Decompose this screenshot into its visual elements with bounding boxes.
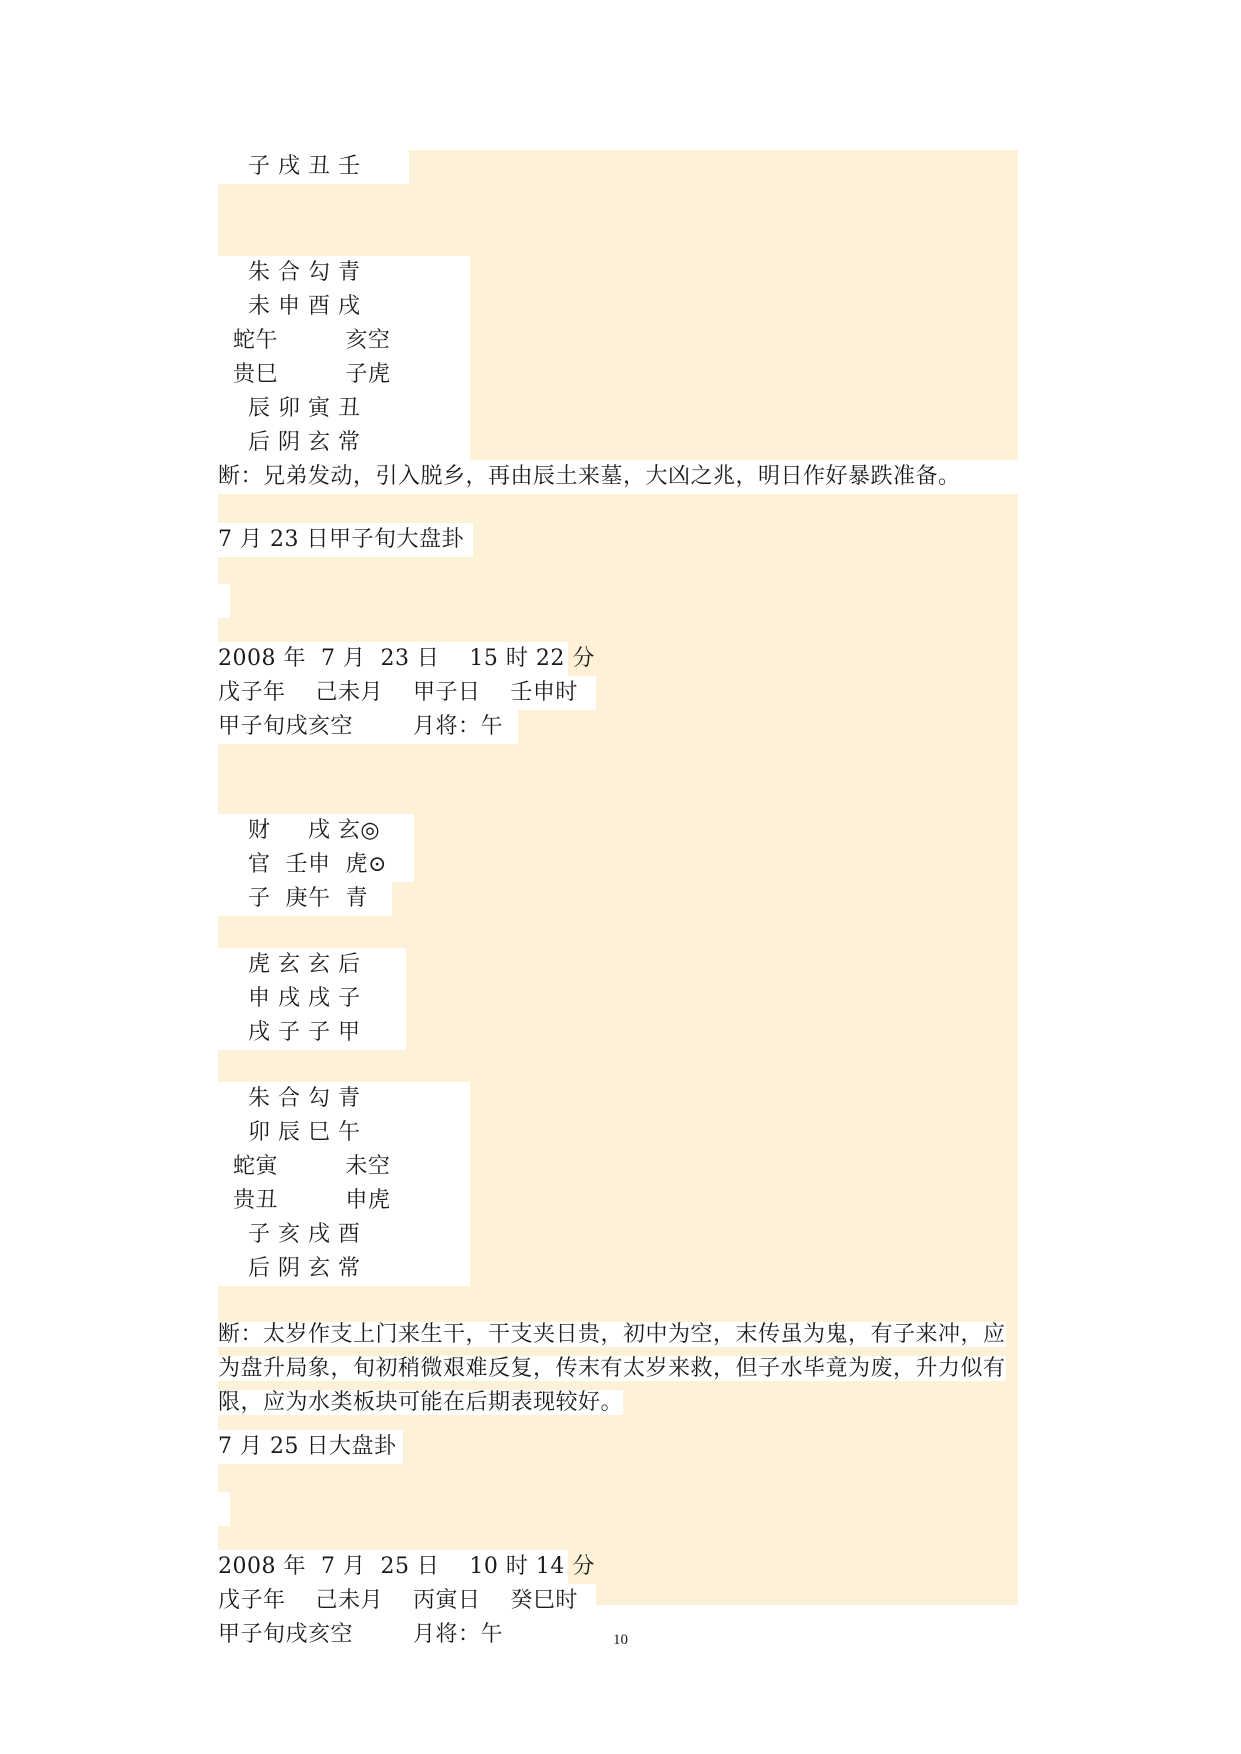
image-placeholder	[218, 584, 230, 618]
text-line: 2008 年 7 月 25 日 10 时 14 分	[218, 1550, 568, 1584]
text-line: 戊子年 己未月 甲子日 壬申时	[218, 676, 596, 710]
text-line: 甲子旬戌亥空 月将：午	[218, 710, 518, 744]
section-heading: 7 月 25 日大盘卦	[218, 1430, 403, 1464]
text-line: 卯 辰 巳 午	[218, 1116, 470, 1150]
text-line: 贵丑 申虎	[218, 1184, 470, 1218]
text-line: 未 申 酉 戌	[218, 290, 470, 324]
text-line: 戊子年 己未月 丙寅日 癸巳时	[218, 1584, 596, 1618]
text-line: 官 壬申 虎⊙	[218, 848, 414, 882]
text-line: 朱 合 勾 青	[218, 1082, 470, 1116]
text-line: 贵巳 子虎	[218, 358, 470, 392]
judgement-paragraph: 断：太岁作支上门来生干，干支夹日贵，初中为空，末传虽为鬼，有子来冲，应为盘升局象，旬初稍微艰难反复，传末有太岁来救，但子水毕竟为废，升力似有限，应为水类板块可能在后期表现较好。	[218, 1322, 1006, 1415]
text-line: 朱 合 勾 青	[218, 256, 470, 290]
text-line: 戌 子 子 甲	[218, 1016, 406, 1050]
text-line: 后 阴 玄 常	[218, 1252, 470, 1286]
text-line: 申 戌 戌 子	[218, 982, 406, 1016]
text-line: 子 庚午 青	[218, 882, 392, 916]
text-line: 后 阴 玄 常	[218, 426, 470, 460]
text-line: 子 戌 丑 壬	[218, 150, 409, 184]
page-number: 10	[613, 1632, 628, 1648]
text-line: 子 亥 戌 酉	[218, 1218, 470, 1252]
text-line: 蛇午 亥空	[218, 324, 470, 358]
image-placeholder	[218, 1492, 230, 1526]
text-line: 蛇寅 未空	[218, 1150, 470, 1184]
text-line: 2008 年 7 月 23 日 15 时 22 分	[218, 642, 568, 676]
text-line: 辰 卯 寅 丑	[218, 392, 470, 426]
text-line: 财 戌 玄◎	[218, 814, 414, 848]
text-line: 断：兄弟发动，引入脱乡，再由辰土来墓，大凶之兆，明日作好暴跌准备。	[218, 460, 1018, 494]
section-heading: 7 月 23 日甲子旬大盘卦	[218, 523, 473, 557]
text-line: 甲子旬戌亥空 月将：午	[218, 1618, 518, 1652]
text-line: 虎 玄 玄 后	[218, 948, 406, 982]
